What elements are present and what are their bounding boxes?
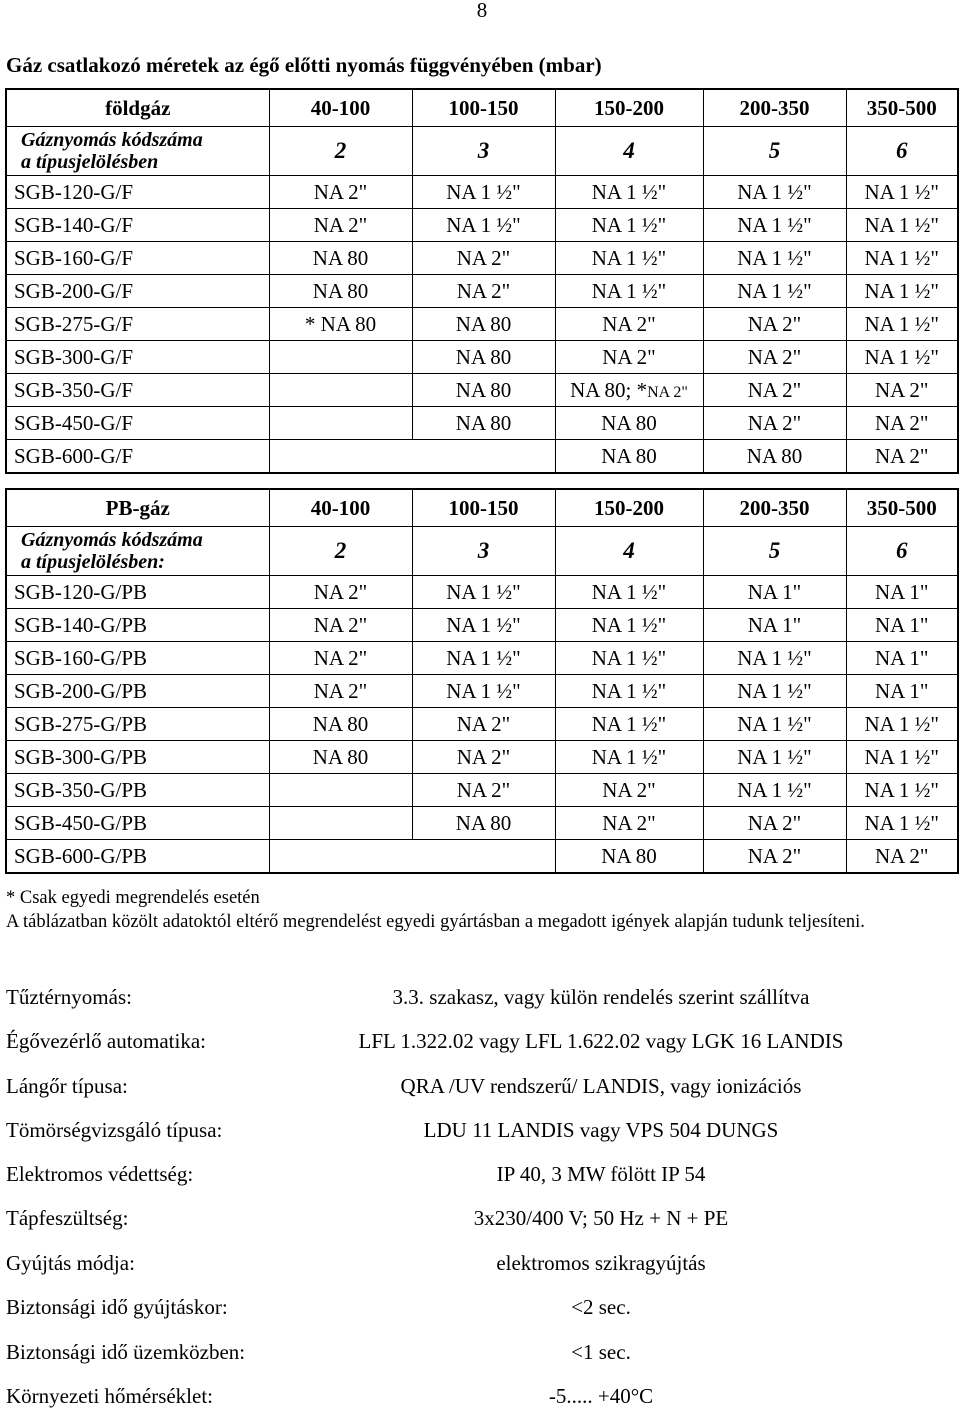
lpg-gas-type-header: PB-gáz: [6, 489, 269, 527]
spec-value: LDU 11 LANDIS vagy VPS 504 DUNGS: [423, 1118, 779, 1142]
table-row: [6, 774, 958, 807]
remark: A táblázatban közölt adatoktól eltérő megrendelést egyedi gyártásban a megadott igények alapján tudunk teljesíteni.: [6, 912, 865, 932]
ng-pressure-code: 6: [846, 127, 958, 176]
lpg-pressure-code: 5: [703, 527, 846, 576]
connection-size-cell: [555, 675, 703, 708]
connection-size: NA 1 ½": [737, 179, 812, 204]
table-row: [6, 407, 958, 440]
connection-size-cell: [846, 642, 958, 675]
connection-size: NA 1 ½": [737, 744, 812, 769]
connection-size: NA 1 ½": [591, 579, 667, 604]
table-row: [6, 642, 958, 675]
ng-pressure-header: 150-200: [555, 89, 703, 127]
connection-size-cell: [703, 209, 846, 242]
connection-size: NA 80: [312, 245, 369, 270]
table-row: [6, 807, 958, 840]
connection-size-cell: [555, 807, 703, 840]
footnote: * Csak egyedi megrendelés esetén: [6, 888, 260, 908]
connection-size: NA 2": [875, 443, 929, 468]
model-name: SGB-350-G/F: [6, 374, 269, 407]
connection-size: NA 1 ½": [864, 711, 939, 736]
connection-size: NA 1 ½": [864, 744, 939, 769]
empty-cell: [269, 407, 412, 440]
connection-size-cell: [412, 242, 555, 275]
connection-size-cell: [269, 576, 412, 609]
connection-size-cell: [555, 374, 703, 407]
table-row: [6, 675, 958, 708]
connection-size-cell: [846, 308, 958, 341]
model-name: SGB-120-G/PB: [6, 576, 269, 609]
spec-label: Környezeti hőmérséklet:: [6, 1384, 214, 1408]
connection-size-cell: [269, 642, 412, 675]
connection-size: * NA 80: [304, 311, 377, 336]
spec-row: [6, 1074, 954, 1104]
ng-pressure-header: 100-150: [412, 89, 555, 127]
connection-size: NA 1": [747, 579, 802, 604]
connection-size-cell: [703, 176, 846, 209]
ng-header-row: [6, 89, 958, 127]
connection-size: NA 80: [455, 344, 512, 369]
model-name: SGB-350-G/PB: [6, 774, 269, 807]
table-row: [6, 609, 958, 642]
ng-pressure-code: 4: [555, 127, 703, 176]
connection-size-cell: [555, 440, 703, 474]
connection-size: NA 2": [313, 179, 368, 204]
connection-size-cell: [703, 774, 846, 807]
connection-size-cell: [555, 407, 703, 440]
connection-size: NA 80: [455, 410, 512, 435]
connection-size-cell: [846, 275, 958, 308]
connection-size-cell: [412, 708, 555, 741]
connection-size: NA 1 ½": [864, 810, 939, 835]
ng-gas-type-header: földgáz: [6, 89, 269, 127]
spec-row: [6, 1251, 954, 1281]
table-row: [6, 209, 958, 242]
empty-cell: [269, 840, 555, 874]
connection-size-cell: [846, 675, 958, 708]
connection-size: NA 80: [312, 711, 369, 736]
ng-pressure-code: 5: [703, 127, 846, 176]
empty-cell: [269, 774, 412, 807]
connection-size-cell: [846, 807, 958, 840]
empty-cell: [269, 341, 412, 374]
connection-size: NA 2": [456, 744, 511, 769]
connection-size: NA 1 ½": [591, 179, 667, 204]
model-name: SGB-450-G/F: [6, 407, 269, 440]
connection-size-cell: [555, 840, 703, 874]
connection-size-cell: [412, 308, 555, 341]
connection-size-cell: [555, 708, 703, 741]
connection-size-cell: [555, 642, 703, 675]
lpg-code-row: [6, 527, 958, 576]
model-name: SGB-160-G/PB: [6, 642, 269, 675]
connection-size: NA 2": [747, 810, 802, 835]
model-name: SGB-600-G/PB: [6, 840, 269, 874]
connection-size: NA 2": [313, 612, 368, 637]
connection-size: NA 2": [313, 645, 368, 670]
connection-size-cell: [846, 341, 958, 374]
empty-cell: [269, 440, 555, 474]
spec-value: LFL 1.322.02 vagy LFL 1.622.02 vagy LGK 16 LANDIS: [358, 1029, 844, 1053]
connection-size-cell: [412, 275, 555, 308]
connection-size-cell: [269, 708, 412, 741]
connection-size: NA 1 ½": [446, 678, 521, 703]
spec-value: IP 40, 3 MW fölött IP 54: [496, 1162, 706, 1186]
connection-size: NA 2": [313, 212, 368, 237]
lpg-pressure-header: 150-200: [555, 489, 703, 527]
connection-size: NA 80: [312, 744, 369, 769]
table-row: [6, 242, 958, 275]
spec-row: [6, 1384, 954, 1414]
connection-size-cell: [703, 609, 846, 642]
code-label-line: a típusjelölésben: [21, 151, 159, 173]
lpg-pressure-code: 2: [269, 527, 412, 576]
ng-pressure-code: 3: [412, 127, 555, 176]
connection-size: NA 80: [746, 443, 803, 468]
connection-size-cell: [703, 708, 846, 741]
spec-row: [6, 1206, 954, 1236]
connection-size: NA 1 ½": [737, 678, 812, 703]
connection-size-cell: [269, 275, 412, 308]
connection-size-cell: [703, 807, 846, 840]
lpg-code-label: [6, 527, 269, 576]
connection-size-cell: [846, 708, 958, 741]
connection-size-cell: [555, 576, 703, 609]
connection-size: NA 1 ½": [446, 579, 521, 604]
connection-size-cell: [269, 675, 412, 708]
connection-size: NA 2": [747, 377, 802, 402]
empty-cell: [269, 374, 412, 407]
connection-size-cell: [703, 407, 846, 440]
connection-size: NA 1 ½": [864, 311, 939, 336]
connection-size: NA 2": [456, 278, 511, 303]
connection-size: NA 2": [875, 377, 929, 402]
connection-size-cell: [846, 741, 958, 774]
connection-size: NA 80: [455, 311, 512, 336]
spec-label: Égővezérlő automatika:: [6, 1029, 207, 1053]
connection-size: NA 1 ½": [591, 212, 667, 237]
connection-size: NA 1": [747, 612, 802, 637]
connection-size-cell: [703, 242, 846, 275]
spec-row: [6, 1340, 954, 1370]
ng-code-label: [6, 127, 269, 176]
connection-size-cell: [412, 609, 555, 642]
table-row: [6, 275, 958, 308]
connection-size-cell: [555, 242, 703, 275]
natural-gas-table: [5, 88, 959, 474]
model-name: SGB-275-G/PB: [6, 708, 269, 741]
connection-size-cell: [555, 176, 703, 209]
connection-size: NA 80: [455, 810, 512, 835]
connection-size: NA 80: [601, 443, 657, 468]
connection-size: NA 1 ½": [591, 278, 667, 303]
special-order-size: NA 2": [647, 383, 688, 401]
table-row: [6, 741, 958, 774]
model-name: SGB-200-G/F: [6, 275, 269, 308]
spec-label: Biztonsági idő gyújtáskor:: [6, 1295, 228, 1319]
ng-code-row: [6, 127, 958, 176]
connection-size-cell: [555, 609, 703, 642]
connection-size-cell: [846, 774, 958, 807]
connection-size: NA 1 ½": [737, 645, 812, 670]
spec-value: QRA /UV rendszerű/ LANDIS, vagy ionizációs: [400, 1074, 802, 1098]
connection-size: NA 2": [875, 843, 929, 868]
connection-size-cell: [412, 407, 555, 440]
connection-size: NA 1 ½": [591, 711, 667, 736]
connection-size: NA 2": [602, 344, 656, 369]
connection-size: NA 1 ½": [864, 245, 939, 270]
connection-size-cell: [269, 308, 412, 341]
connection-size-cell: [703, 374, 846, 407]
model-name: SGB-450-G/PB: [6, 807, 269, 840]
connection-size-cell: [703, 576, 846, 609]
code-label-line: a típusjelölésben:: [21, 551, 165, 573]
lpg-header-row: [6, 489, 958, 527]
table-row: [6, 576, 958, 609]
section-title: Gáz csatlakozó méretek az égő előtti nyomás függvényében (mbar): [6, 53, 602, 77]
code-label-line: Gáznyomás kódszáma: [21, 129, 203, 151]
connection-size: NA 1 ½": [591, 645, 667, 670]
connection-size: NA 1 ½": [737, 212, 812, 237]
connection-size-cell: [269, 176, 412, 209]
connection-size-cell: [412, 774, 555, 807]
connection-size-cell: [846, 176, 958, 209]
connection-size-cell: [555, 741, 703, 774]
lpg-pressure-code: 6: [846, 527, 958, 576]
connection-size: NA 1 ½": [591, 678, 667, 703]
connection-size-cell: [846, 440, 958, 474]
connection-size-cell: [269, 609, 412, 642]
connection-size: NA 80: [601, 410, 657, 435]
connection-size: NA 2": [875, 410, 929, 435]
connection-size-cell: [703, 642, 846, 675]
connection-size: NA 2": [602, 311, 656, 336]
code-label-line: Gáznyomás kódszáma: [21, 529, 203, 551]
empty-cell: [269, 807, 412, 840]
spec-row: [6, 1295, 954, 1325]
model-name: SGB-200-G/PB: [6, 675, 269, 708]
connection-size: NA 2": [747, 843, 802, 868]
model-name: SGB-300-G/F: [6, 341, 269, 374]
connection-size: NA 1": [875, 645, 929, 670]
lpg-pressure-header: 40-100: [269, 489, 412, 527]
spec-label: Gyújtás módja:: [6, 1251, 135, 1275]
model-name: SGB-140-G/F: [6, 209, 269, 242]
connection-size: NA 2": [747, 344, 802, 369]
model-name: SGB-120-G/F: [6, 176, 269, 209]
lpg-pressure-header: 200-350: [703, 489, 846, 527]
connection-size: NA 1 ½": [864, 278, 939, 303]
table-row: [6, 176, 958, 209]
lpg-gas-table: [5, 488, 959, 874]
connection-size: NA 80: [601, 843, 657, 868]
ng-pressure-header: 350-500: [846, 89, 958, 127]
lpg-pressure-code: 4: [555, 527, 703, 576]
table-row: [6, 308, 958, 341]
connection-size-cell: [846, 242, 958, 275]
connection-size: NA 1 ½": [737, 278, 812, 303]
connection-size: NA 1 ½": [446, 645, 521, 670]
model-name: SGB-300-G/PB: [6, 741, 269, 774]
connection-size: NA 2": [456, 777, 511, 802]
connection-size: NA 2": [313, 579, 368, 604]
table-row: [6, 708, 958, 741]
connection-size: NA 2": [747, 311, 802, 336]
spec-label: Lángőr típusa:: [6, 1074, 128, 1098]
table-row: [6, 374, 958, 407]
connection-size: NA 1 ½": [446, 179, 521, 204]
spec-value: <1 sec.: [571, 1340, 631, 1364]
connection-size: NA 1 ½": [737, 777, 812, 802]
connection-size-cell: [703, 275, 846, 308]
spec-value: <2 sec.: [571, 1295, 631, 1319]
connection-size-cell: [703, 440, 846, 474]
connection-size: NA 1": [875, 579, 929, 604]
model-name: SGB-160-G/F: [6, 242, 269, 275]
spec-label: Biztonsági idő üzemközben:: [6, 1340, 246, 1364]
spec-row: [6, 985, 954, 1015]
lpg-pressure-code: 3: [412, 527, 555, 576]
connection-size: NA 2": [602, 777, 656, 802]
connection-size-cell: [412, 209, 555, 242]
connection-size-cell: [555, 308, 703, 341]
connection-size: NA 1 ½": [591, 612, 667, 637]
connection-size: NA 1": [875, 678, 929, 703]
connection-size-cell: [269, 209, 412, 242]
connection-size: NA 1 ½": [864, 777, 939, 802]
connection-size-cell: [412, 374, 555, 407]
connection-size: NA 1 ½": [446, 612, 521, 637]
connection-size: NA 2": [456, 711, 511, 736]
connection-size-cell: [412, 807, 555, 840]
connection-size-cell: [555, 209, 703, 242]
connection-size-cell: [703, 341, 846, 374]
connection-size: NA 2": [747, 410, 802, 435]
spec-row: [6, 1162, 954, 1192]
page-number: 8: [476, 0, 488, 22]
table-row: [6, 341, 958, 374]
connection-size: NA 1 ½": [446, 212, 521, 237]
connection-size: NA 1 ½": [864, 179, 939, 204]
connection-size: NA 80: [455, 377, 512, 402]
connection-size-cell: [412, 176, 555, 209]
spec-label: Tűztérnyomás:: [6, 985, 132, 1009]
connection-size: NA 2": [456, 245, 511, 270]
connection-size: NA 1 ½": [864, 344, 939, 369]
spec-row: [6, 1029, 954, 1059]
connection-size-cell: [846, 407, 958, 440]
connection-size: NA 1 ½": [591, 245, 667, 270]
ng-pressure-header: 200-350: [703, 89, 846, 127]
connection-size: NA 1 ½": [737, 711, 812, 736]
model-name: SGB-600-G/F: [6, 440, 269, 474]
ng-pressure-code: 2: [269, 127, 412, 176]
connection-size-cell: [846, 209, 958, 242]
connection-size: NA 1 ½": [864, 212, 939, 237]
connection-size-cell: [846, 609, 958, 642]
spec-value: 3.3. szakasz, vagy külön rendelés szerint szállítva: [392, 985, 810, 1009]
connection-size: NA 80: [312, 278, 369, 303]
connection-size-cell: [703, 741, 846, 774]
connection-size-cell: [846, 840, 958, 874]
spec-value: elektromos szikragyújtás: [496, 1251, 706, 1275]
connection-size-cell: [412, 576, 555, 609]
notes: [6, 886, 954, 934]
table-row: [6, 840, 958, 874]
connection-size-cell: [555, 341, 703, 374]
model-name: SGB-140-G/PB: [6, 609, 269, 642]
spec-label: Elektromos védettség:: [6, 1162, 194, 1186]
lpg-pressure-header: 350-500: [846, 489, 958, 527]
connection-size-cell: [412, 741, 555, 774]
connection-size: NA 1 ½": [591, 744, 667, 769]
connection-size: NA 2": [313, 678, 368, 703]
connection-size-cell: [703, 840, 846, 874]
spec-value: 3x230/400 V; 50 Hz + N + PE: [473, 1206, 729, 1230]
model-name: SGB-275-G/F: [6, 308, 269, 341]
connection-size: NA 2": [602, 810, 656, 835]
spec-label: Tömörségvizsgáló típusa:: [6, 1118, 223, 1142]
connection-size-cell: [269, 242, 412, 275]
connection-size-cell: [269, 741, 412, 774]
spec-label: Tápfeszültség:: [6, 1206, 129, 1230]
connection-size-cell: [555, 275, 703, 308]
ng-pressure-header: 40-100: [269, 89, 412, 127]
connection-size: NA 1 ½": [737, 245, 812, 270]
connection-size-cell: [703, 675, 846, 708]
connection-size-cell: [412, 341, 555, 374]
spec-row: [6, 1118, 954, 1148]
connection-size-cell: [703, 308, 846, 341]
spec-value: -5..... +40°C: [548, 1384, 654, 1408]
connection-size-cell: [846, 374, 958, 407]
connection-size-cell: [412, 675, 555, 708]
connection-size: NA 80; *: [570, 377, 648, 402]
connection-size-cell: [846, 576, 958, 609]
connection-size: NA 1": [875, 612, 929, 637]
table-row: [6, 440, 958, 474]
lpg-pressure-header: 100-150: [412, 489, 555, 527]
connection-size-cell: [555, 774, 703, 807]
connection-size-cell: [412, 642, 555, 675]
